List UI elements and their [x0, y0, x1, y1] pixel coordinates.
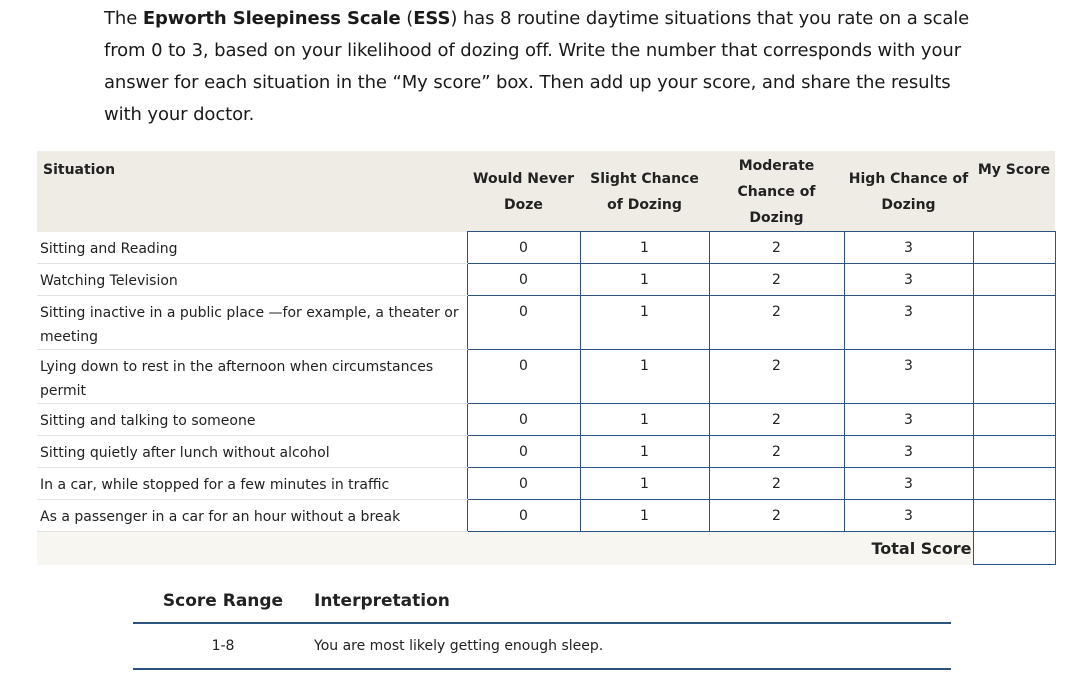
ess-table — [37, 151, 1056, 565]
option-value: 2 — [709, 436, 844, 468]
option-value: 2 — [709, 296, 844, 350]
option-value: 2 — [709, 404, 844, 436]
situation-label: Watching Television — [37, 264, 467, 296]
option-value: 0 — [467, 296, 580, 350]
table-row — [37, 436, 1055, 468]
option-value: 1 — [580, 264, 709, 296]
total-row-filler — [37, 532, 844, 565]
option-value: 3 — [844, 296, 973, 350]
my-score-input[interactable] — [973, 350, 1055, 404]
intro-paragraph — [104, 3, 984, 131]
situation-label: Lying down to rest in the afternoon when circumstances permit — [37, 350, 467, 404]
table-row — [37, 500, 1055, 532]
table-row — [37, 232, 1055, 264]
option-value: 3 — [844, 500, 973, 532]
option-value: 3 — [844, 468, 973, 500]
my-score-input[interactable] — [973, 296, 1055, 350]
header-moderate-chance: Moderate Chance of Dozing — [737, 158, 816, 226]
option-value: 2 — [709, 264, 844, 296]
option-value: 1 — [580, 404, 709, 436]
my-score-input[interactable] — [973, 264, 1055, 296]
intro-text: ) has 8 routine daytime situations that you rate on a scale from 0 to 3, based on your likelihood of dozing off. Write the number that corresponds with your answer for each situation in the “My score” box. Then add up your score, and share the results with your doctor. — [104, 8, 970, 125]
option-value: 3 — [844, 232, 973, 264]
interpretation-table — [133, 580, 951, 670]
situation-label: As a passenger in a car for an hour without a break — [37, 500, 467, 532]
intro-text: The — [104, 8, 143, 29]
table-row — [37, 468, 1055, 500]
table-row — [37, 350, 1055, 404]
total-row — [37, 532, 1055, 565]
ess-header-row — [37, 151, 1055, 232]
option-value: 1 — [580, 350, 709, 404]
header-slight-chance: Slight Chance of Dozing — [590, 171, 699, 213]
situation-label: In a car, while stopped for a few minutes in traffic — [37, 468, 467, 500]
my-score-input[interactable] — [973, 468, 1055, 500]
intro-text: ( — [400, 8, 414, 29]
scale-name: Epworth Sleepiness Scale — [142, 8, 401, 29]
total-score-label: Total Score — [844, 532, 973, 565]
scale-abbreviation: ESS — [413, 8, 451, 29]
score-range-value: 1-8 — [133, 623, 313, 669]
option-value: 0 — [467, 404, 580, 436]
header-interpretation: Interpretation — [313, 580, 951, 623]
option-value: 3 — [844, 404, 973, 436]
table-row — [37, 404, 1055, 436]
option-value: 1 — [580, 232, 709, 264]
table-row — [133, 623, 951, 669]
option-value: 1 — [580, 296, 709, 350]
my-score-input[interactable] — [973, 232, 1055, 264]
header-my-score: My Score — [977, 162, 1051, 178]
option-value: 2 — [709, 468, 844, 500]
option-value: 0 — [467, 232, 580, 264]
option-value: 0 — [467, 436, 580, 468]
option-value: 0 — [467, 468, 580, 500]
my-score-input[interactable] — [973, 404, 1055, 436]
option-value: 3 — [844, 436, 973, 468]
interpretation-header-row — [133, 580, 951, 623]
option-value: 0 — [467, 350, 580, 404]
option-value: 0 — [467, 264, 580, 296]
option-value: 1 — [580, 500, 709, 532]
situation-label: Sitting and Reading — [37, 232, 467, 264]
my-score-input[interactable] — [973, 500, 1055, 532]
option-value: 3 — [844, 350, 973, 404]
option-value: 1 — [580, 468, 709, 500]
option-value: 3 — [844, 264, 973, 296]
situation-label: Sitting and talking to someone — [37, 404, 467, 436]
table-row — [37, 264, 1055, 296]
option-value: 2 — [709, 232, 844, 264]
header-high-chance: High Chance of Dozing — [848, 171, 969, 213]
option-value: 2 — [709, 350, 844, 404]
header-would-never-doze: Would Never Doze — [473, 171, 574, 213]
total-score-input[interactable] — [973, 532, 1055, 565]
option-value: 2 — [709, 500, 844, 532]
option-value: 1 — [580, 436, 709, 468]
situation-label: Sitting inactive in a public place —for example, a theater or meeting — [37, 296, 467, 350]
my-score-input[interactable] — [973, 436, 1055, 468]
header-situation: Situation — [43, 162, 116, 178]
header-score-range: Score Range — [133, 580, 313, 623]
interpretation-text: You are most likely getting enough sleep. — [313, 623, 951, 669]
situation-label: Sitting quietly after lunch without alcohol — [37, 436, 467, 468]
option-value: 0 — [467, 500, 580, 532]
table-row — [37, 296, 1055, 350]
